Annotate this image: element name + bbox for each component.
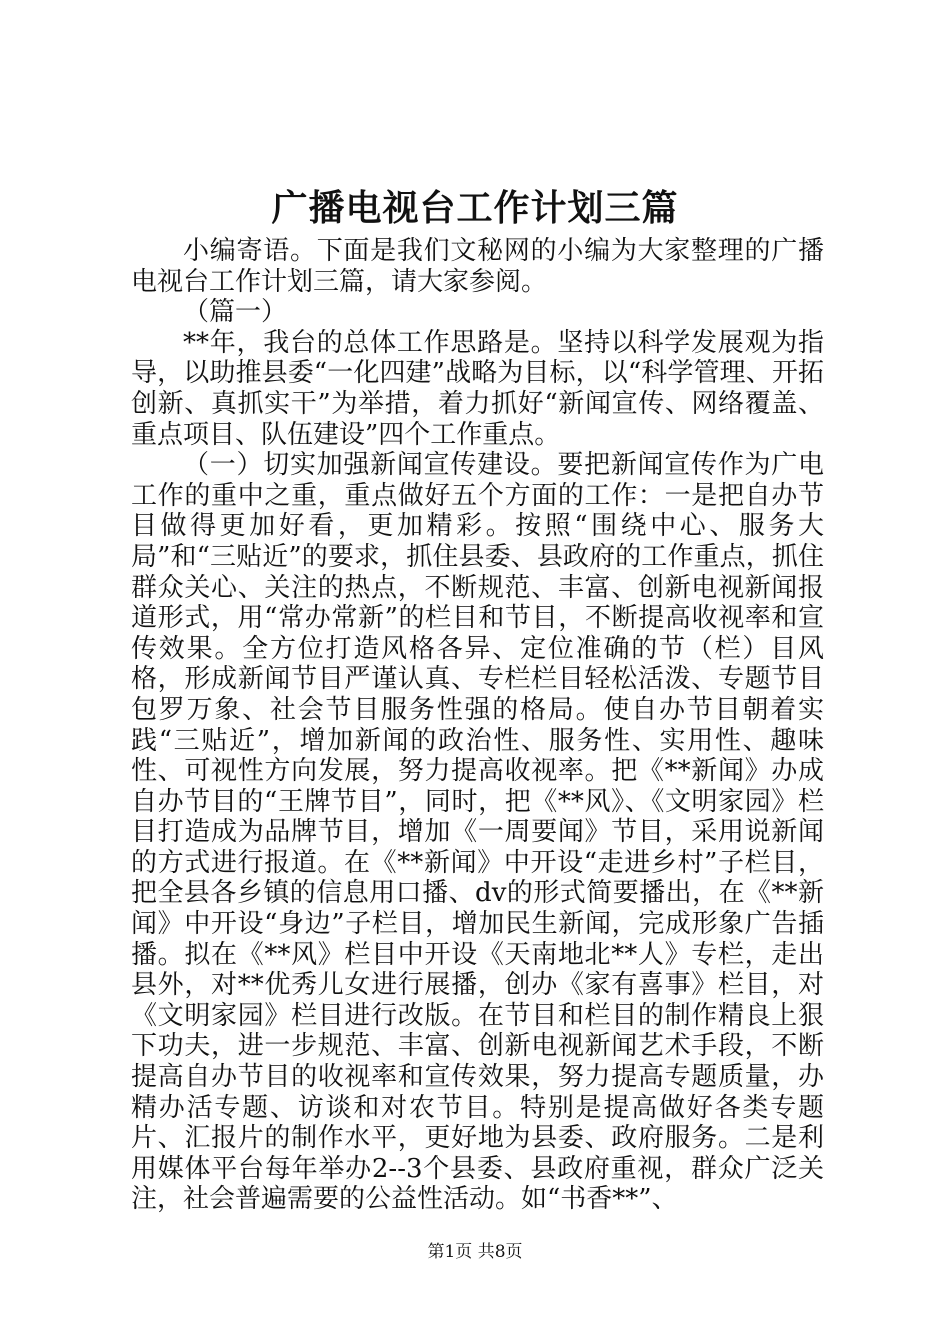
paragraph-overview: **年，我台的总体工作思路是。坚持以科学发展观为指导，以助推县委“一化四建”战略为目标，以“科学管理、开拓创新、真抓实干”为举措，着力抓好“新闻宣传、网络覆盖、重点项目、队伍建设”四个工作重点。	[131, 327, 824, 450]
document-body	[131, 236, 824, 1215]
page-footer: 第1页 共8页	[427, 1242, 523, 1262]
paragraph-news-publicity: （一）切实加强新闻宣传建设。要把新闻宣传作为广电工作的重中之重，重点做好五个方面的工作：一是把自办节目做得更加好看，更加精彩。按照“围绕中心、服务大局”和“三贴近”的要求，抓住县委、县政府的工作重点，抓住群众关心、关注的热点，不断规范、丰富、创新电视新闻报道形式，用“常办常新”的栏目和节目，不断提高收视率和宣传效果。全方位打造风格各异、定位准确的节（栏）目风格，形成新闻节目严谨认真、专栏栏目轻松活泼、专题节目包罗万象、社会节目服务性强的格局。使自办节目朝着实践“三贴近”，增加新闻的政治性、服务性、实用性、趣味性、可视性方向发展，努力提高收视率。把《**新闻》办成自办节目的“王牌节目”，同时，把《**风》、《文明家园》栏目打造成为品牌节目，增加《一周要闻》节目，采用说新闻的方式进行报道。在《**新闻》中开设“走进乡村”子栏目，把全县各乡镇的信息用口播、dv的形式简要播出，在《**新闻》中开设“身边”子栏目，增加民生新闻，完成形象广告插播。拟在《**风》栏目中开设《天南地北**人》专栏，走出县外，对**优秀儿女进行展播，创办《家有喜事》栏目，对《文明家园》栏目进行改版。在节目和栏目的制作精良上狠下功夫，进一步规范、丰富、创新电视新闻艺术手段，不断提高自办节目的收视率和宣传效果，努力提高专题质量，办精办活专题、访谈和对农节目。特别是提高做好各类专题片、汇报片的制作水平，更好地为县委、政府服务。二是利用媒体平台每年举办2--3个县委、县政府重视，群众广泛关注，社会普遍需要的公益性活动。如“书香**”、	[131, 450, 824, 1215]
paragraph-section-heading: （篇一）	[183, 297, 288, 328]
document-title: 广播电视台工作计划三篇	[271, 187, 679, 229]
paragraph-intro: 小编寄语。下面是我们文秘网的小编为大家整理的广播电视台工作计划三篇，请大家参阅。	[131, 236, 824, 297]
